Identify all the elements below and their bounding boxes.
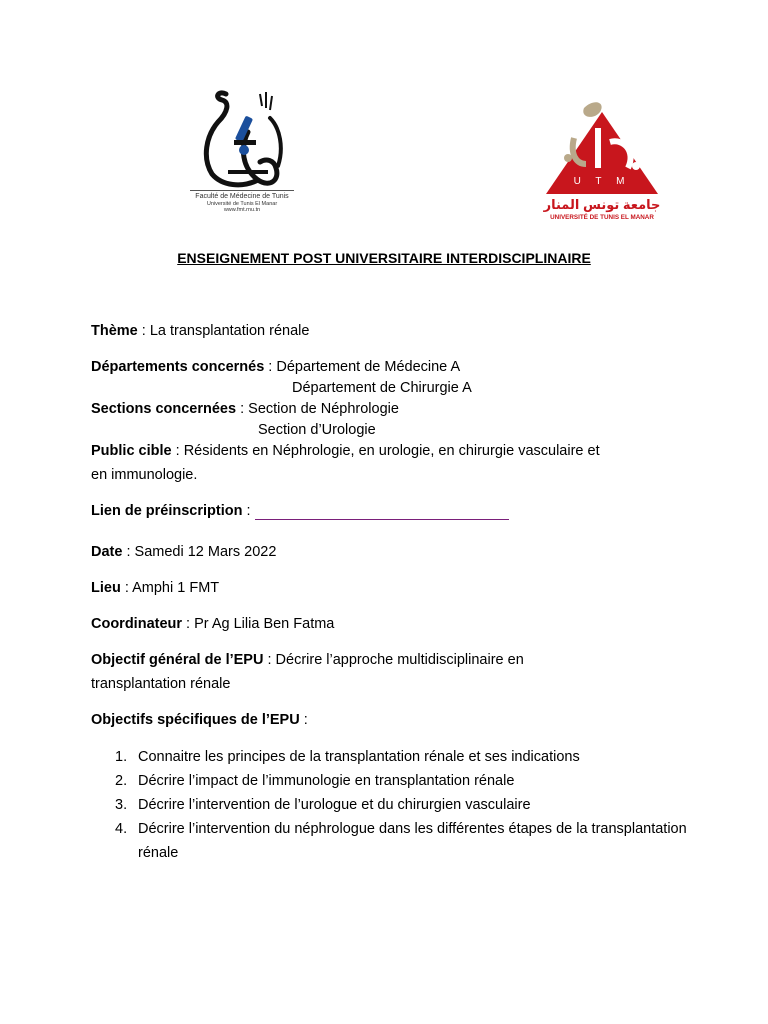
utm-name: UNIVERSITÉ DE TUNIS EL MANAR xyxy=(550,214,654,221)
objectifs-specifiques-label: Objectifs spécifiques de l’EPU xyxy=(91,712,300,728)
date-value: Samedi 12 Mars 2022 xyxy=(134,544,277,560)
fmt-emblem-icon xyxy=(188,88,296,192)
list-item: 1. Connaitre les principes de la transplantation rénale et ses indications xyxy=(115,749,580,765)
lieu-line: Lieu : Amphi 1 FMT xyxy=(91,580,220,596)
public-line: Public cible : Résidents en Néphrologie, en urologie, en chirurgie vasculaire et xyxy=(91,443,600,459)
theme-value: La transplantation rénale xyxy=(149,323,310,339)
list-item: 4. Décrire l’intervention du néphrologue dans les différentes étapes de la transplantation rénale xyxy=(115,821,687,861)
lien-label: Lien de préinscription xyxy=(91,503,243,519)
theme-label: Thème xyxy=(91,323,138,339)
coordinateur-label: Coordinateur xyxy=(91,616,183,632)
sections-line: Sections concernées : Section de Néphrologie xyxy=(91,401,399,417)
utm-arabic-name: جامعة تونس المنار xyxy=(543,197,661,212)
sections-label: Sections concernées xyxy=(91,401,237,417)
fmt-logo xyxy=(188,88,296,218)
fmt-university: Université de Tunis El Manar xyxy=(206,201,278,207)
fmt-name: Faculté de Médecine de Tunis xyxy=(195,193,289,200)
departement-2: Département de Chirurgie A xyxy=(292,380,472,396)
fmt-url: www.fmt.rnu.tn xyxy=(223,207,261,213)
coordinateur-line: Coordinateur : Pr Ag Lilia Ben Fatma xyxy=(91,616,335,632)
lien-line: Lien de préinscription : xyxy=(91,501,509,521)
theme-line: Thème : La transplantation rénale xyxy=(91,323,310,339)
utm-letters: U T M xyxy=(573,176,631,187)
public-value-2: en immunologie. xyxy=(91,467,198,483)
utm-logo xyxy=(540,98,664,228)
objectif-general-line: Objectif général de l’EPU : Décrire l’approche multidisciplinaire en xyxy=(91,652,524,668)
lieu-value: Amphi 1 FMT xyxy=(132,580,220,596)
coordinateur-value: Pr Ag Lilia Ben Fatma xyxy=(194,616,335,632)
public-value-1: Résidents en Néphrologie, en urologie, en chirurgie vasculaire et xyxy=(183,443,600,459)
list-item: 2. Décrire l’impact de l’immunologie en transplantation rénale xyxy=(115,773,515,789)
objectifs-specifiques-line: Objectifs spécifiques de l’EPU : xyxy=(91,712,308,728)
departements-line: Départements concernés : Département de Médecine A xyxy=(91,359,461,375)
objectif-general-value-1: Décrire l’approche multidisciplinaire en xyxy=(275,652,524,668)
lieu-label: Lieu xyxy=(91,580,121,596)
objectif-general-value-2: transplantation rénale xyxy=(91,676,231,692)
preinscription-link-field[interactable] xyxy=(255,519,509,520)
date-label: Date xyxy=(91,544,123,560)
objectifs-list xyxy=(91,745,691,865)
document-title: ENSEIGNEMENT POST UNIVERSITAIRE INTERDISCIPLINAIRE xyxy=(177,250,591,266)
date-line: Date : Samedi 12 Mars 2022 xyxy=(91,544,277,560)
list-item: 3. Décrire l’intervention de l’urologue et du chirurgien vasculaire xyxy=(115,797,531,813)
public-label: Public cible xyxy=(91,443,172,459)
objectif-general-label: Objectif général de l’EPU xyxy=(91,652,264,668)
departement-1: Département de Médecine A xyxy=(276,359,461,375)
section-2: Section d’Urologie xyxy=(258,422,376,438)
section-1: Section de Néphrologie xyxy=(248,401,399,417)
departements-label: Départements concernés xyxy=(91,359,265,375)
